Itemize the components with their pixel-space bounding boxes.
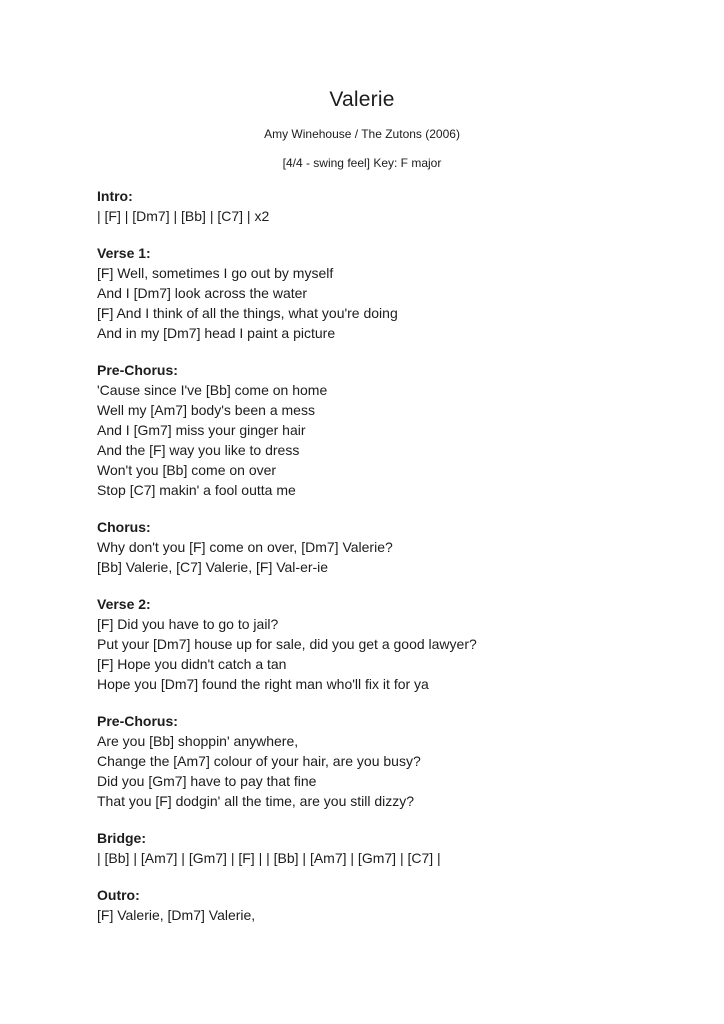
- song-section: [97, 360, 664, 500]
- lyric-line: And I [Gm7] miss your ginger hair: [97, 422, 306, 438]
- lyric-line: [F] Valerie, [Dm7] Valerie,: [97, 907, 256, 923]
- section-heading: Verse 1:: [97, 245, 151, 261]
- lyric-line: | [Bb] | [Am7] | [Gm7] | [F] | | [Bb] | [Am7] | [Gm7] | [C7] |: [97, 850, 441, 866]
- lyric-line: [F] Did you have to go to jail?: [97, 616, 279, 632]
- lyric-line: And the [F] way you like to dress: [97, 442, 300, 458]
- song-title: Valerie: [329, 88, 395, 111]
- section-heading: Chorus:: [97, 519, 151, 535]
- song-section: [97, 186, 664, 226]
- song-section: [97, 517, 664, 577]
- lyric-line: Did you [Gm7] have to pay that fine: [97, 773, 317, 789]
- lyric-line: Why don't you [F] come on over, [Dm7] Valerie?: [97, 539, 393, 555]
- song-section: [97, 594, 664, 694]
- lyric-line: Stop [C7] makin' a fool outta me: [97, 482, 296, 498]
- section-heading: Outro:: [97, 887, 140, 903]
- song-sections: [0, 186, 724, 925]
- song-section: [97, 885, 664, 925]
- lyric-line: | [F] | [Dm7] | [Bb] | [C7] | x2: [97, 208, 270, 224]
- lyric-line: [F] Well, sometimes I go out by myself: [97, 265, 334, 281]
- lyric-line: Well my [Am7] body's been a mess: [97, 402, 315, 418]
- lyric-line: Change the [Am7] colour of your hair, are you busy?: [97, 753, 421, 769]
- song-section: [97, 711, 664, 811]
- lyric-line: 'Cause since I've [Bb] come on home: [97, 382, 328, 398]
- lyric-line: That you [F] dodgin' all the time, are you still dizzy?: [97, 793, 415, 809]
- section-heading: Bridge:: [97, 830, 146, 846]
- lyric-line: [F] Hope you didn't catch a tan: [97, 656, 287, 672]
- lyric-line: Won't you [Bb] come on over: [97, 462, 277, 478]
- lyric-line: And in my [Dm7] head I paint a picture: [97, 325, 336, 341]
- section-heading: Intro:: [97, 188, 133, 204]
- section-heading: Pre-Chorus:: [97, 362, 178, 378]
- lyric-line: Put your [Dm7] house up for sale, did you get a good lawyer?: [97, 636, 477, 652]
- song-key-meta: [4/4 - swing feel] Key: F major: [282, 156, 442, 170]
- lyric-line: Are you [Bb] shoppin' anywhere,: [97, 733, 299, 749]
- lyric-line: And I [Dm7] look across the water: [97, 285, 308, 301]
- song-section: [97, 243, 664, 343]
- lyric-line: Hope you [Dm7] found the right man who'll fix it for ya: [97, 676, 429, 692]
- lyric-line: [Bb] Valerie, [C7] Valerie, [F] Val-er-ie: [97, 559, 329, 575]
- lyric-line: [F] And I think of all the things, what you're doing: [97, 305, 398, 321]
- song-section: [97, 828, 664, 868]
- sheet-header: [0, 88, 724, 170]
- section-heading: Verse 2:: [97, 596, 151, 612]
- song-artist: Amy Winehouse / The Zutons (2006): [264, 127, 460, 141]
- section-heading: Pre-Chorus:: [97, 713, 178, 729]
